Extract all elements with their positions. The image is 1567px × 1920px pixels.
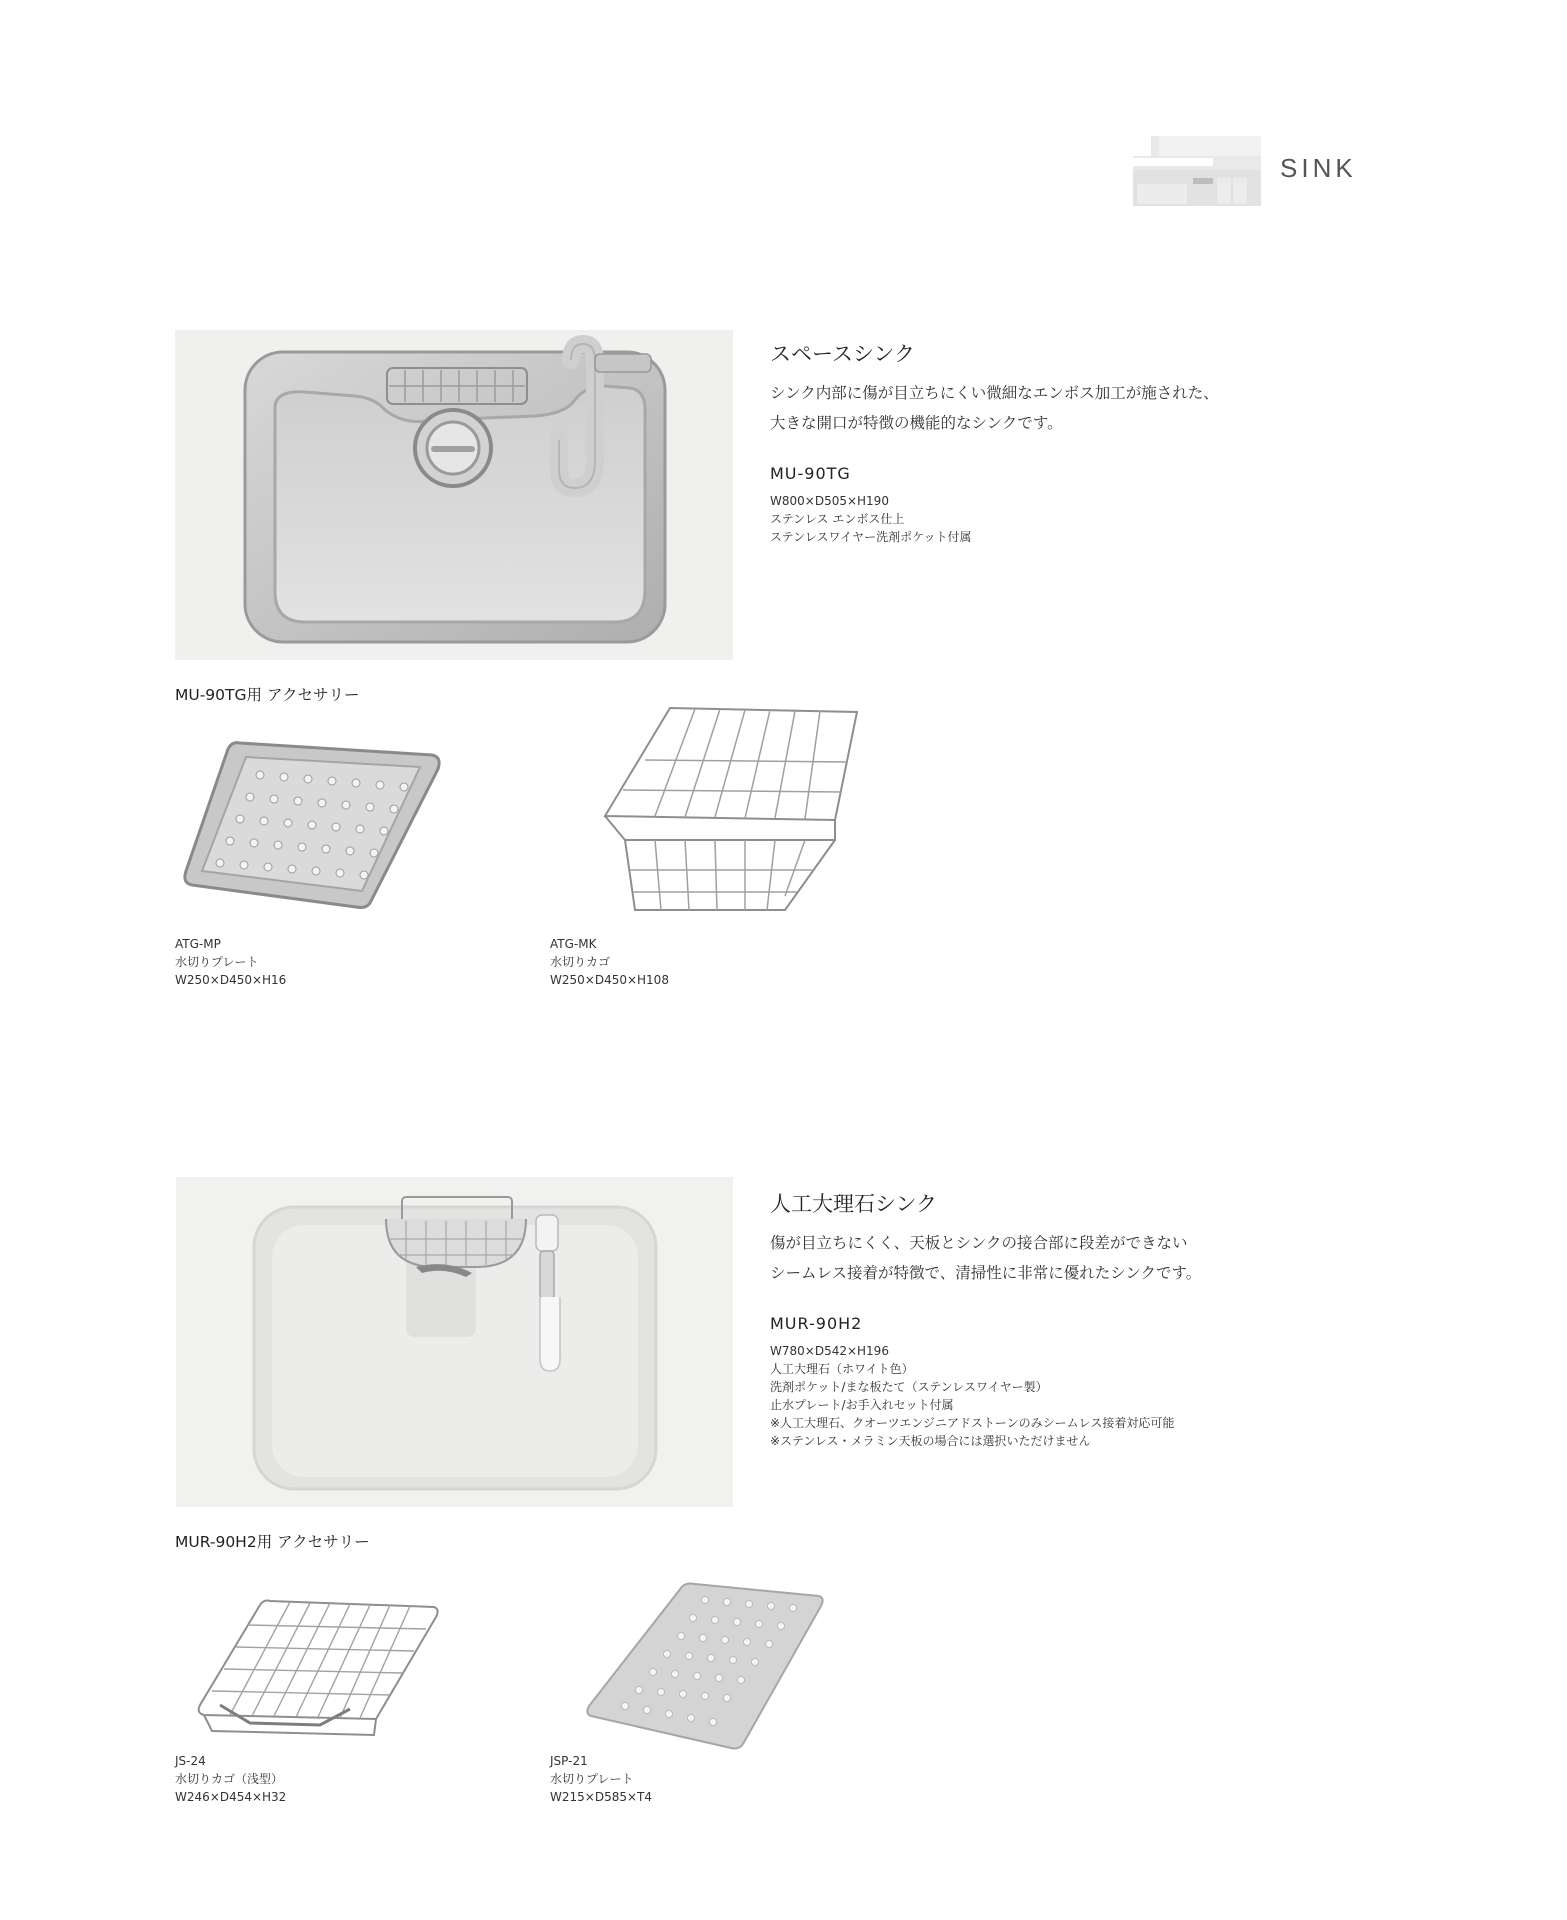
- section-2-title: 人工大理石シンク: [770, 1192, 938, 1216]
- marble-sink-photo: [176, 1177, 733, 1507]
- space-sink-photo: [175, 330, 733, 660]
- section-1-title: スペースシンク: [770, 342, 916, 366]
- accessory-caption: JSP-21 水切りプレート W215×D585×T4: [550, 1754, 652, 1804]
- kitchen-layout-icon: [1133, 136, 1261, 206]
- shallow-basket-image: [190, 1595, 440, 1740]
- section-2-model: MUR-90H2: [770, 1314, 863, 1333]
- section-1-specs: W800×D505×H190 ステンレス エンボス仕上 ステンレスワイヤー洗剤ポケット付属: [770, 494, 972, 544]
- section-2-specs: W780×D542×H196 人工大理石（ホワイト色） 洗剤ポケット/まな板たて（ステンレスワイヤー製） 止水プレート/お手入れセット付属 ※人工大理石、クオーツエンジニアドストーンのみシームレス接着対応可能 ※ステンレス・メラミン天板の場合には選択いただけません: [770, 1344, 1175, 1448]
- section-1-description: シンク内部に傷が目立ちにくい微細なエンボス加工が施された、 大きな開口が特徴の機能的なシンクです。: [770, 384, 1219, 432]
- section-2-accessory-heading: MUR-90H2用 アクセサリー: [175, 1533, 370, 1551]
- drain-basket-image: [585, 700, 860, 915]
- drain-plate-image: [180, 735, 445, 910]
- section-1-model: MU-90TG: [770, 464, 851, 483]
- section-2-description: 傷が目立ちにくく、天板とシンクの接合部に段差ができない シームレス接着が特徴で、清掃性に非常に優れたシンクです。: [770, 1234, 1202, 1282]
- accessory-caption: ATG-MK 水切りカゴ W250×D450×H108: [550, 937, 669, 987]
- drain-plate-long-image: [585, 1580, 825, 1750]
- accessory-caption: JS-24 水切りカゴ（浅型） W246×D454×H32: [175, 1754, 287, 1804]
- accessory-caption: ATG-MP 水切りプレート W250×D450×H16: [175, 937, 287, 987]
- page-title: SINK: [1280, 153, 1357, 183]
- section-1-accessory-heading: MU-90TG用 アクセサリー: [175, 686, 360, 704]
